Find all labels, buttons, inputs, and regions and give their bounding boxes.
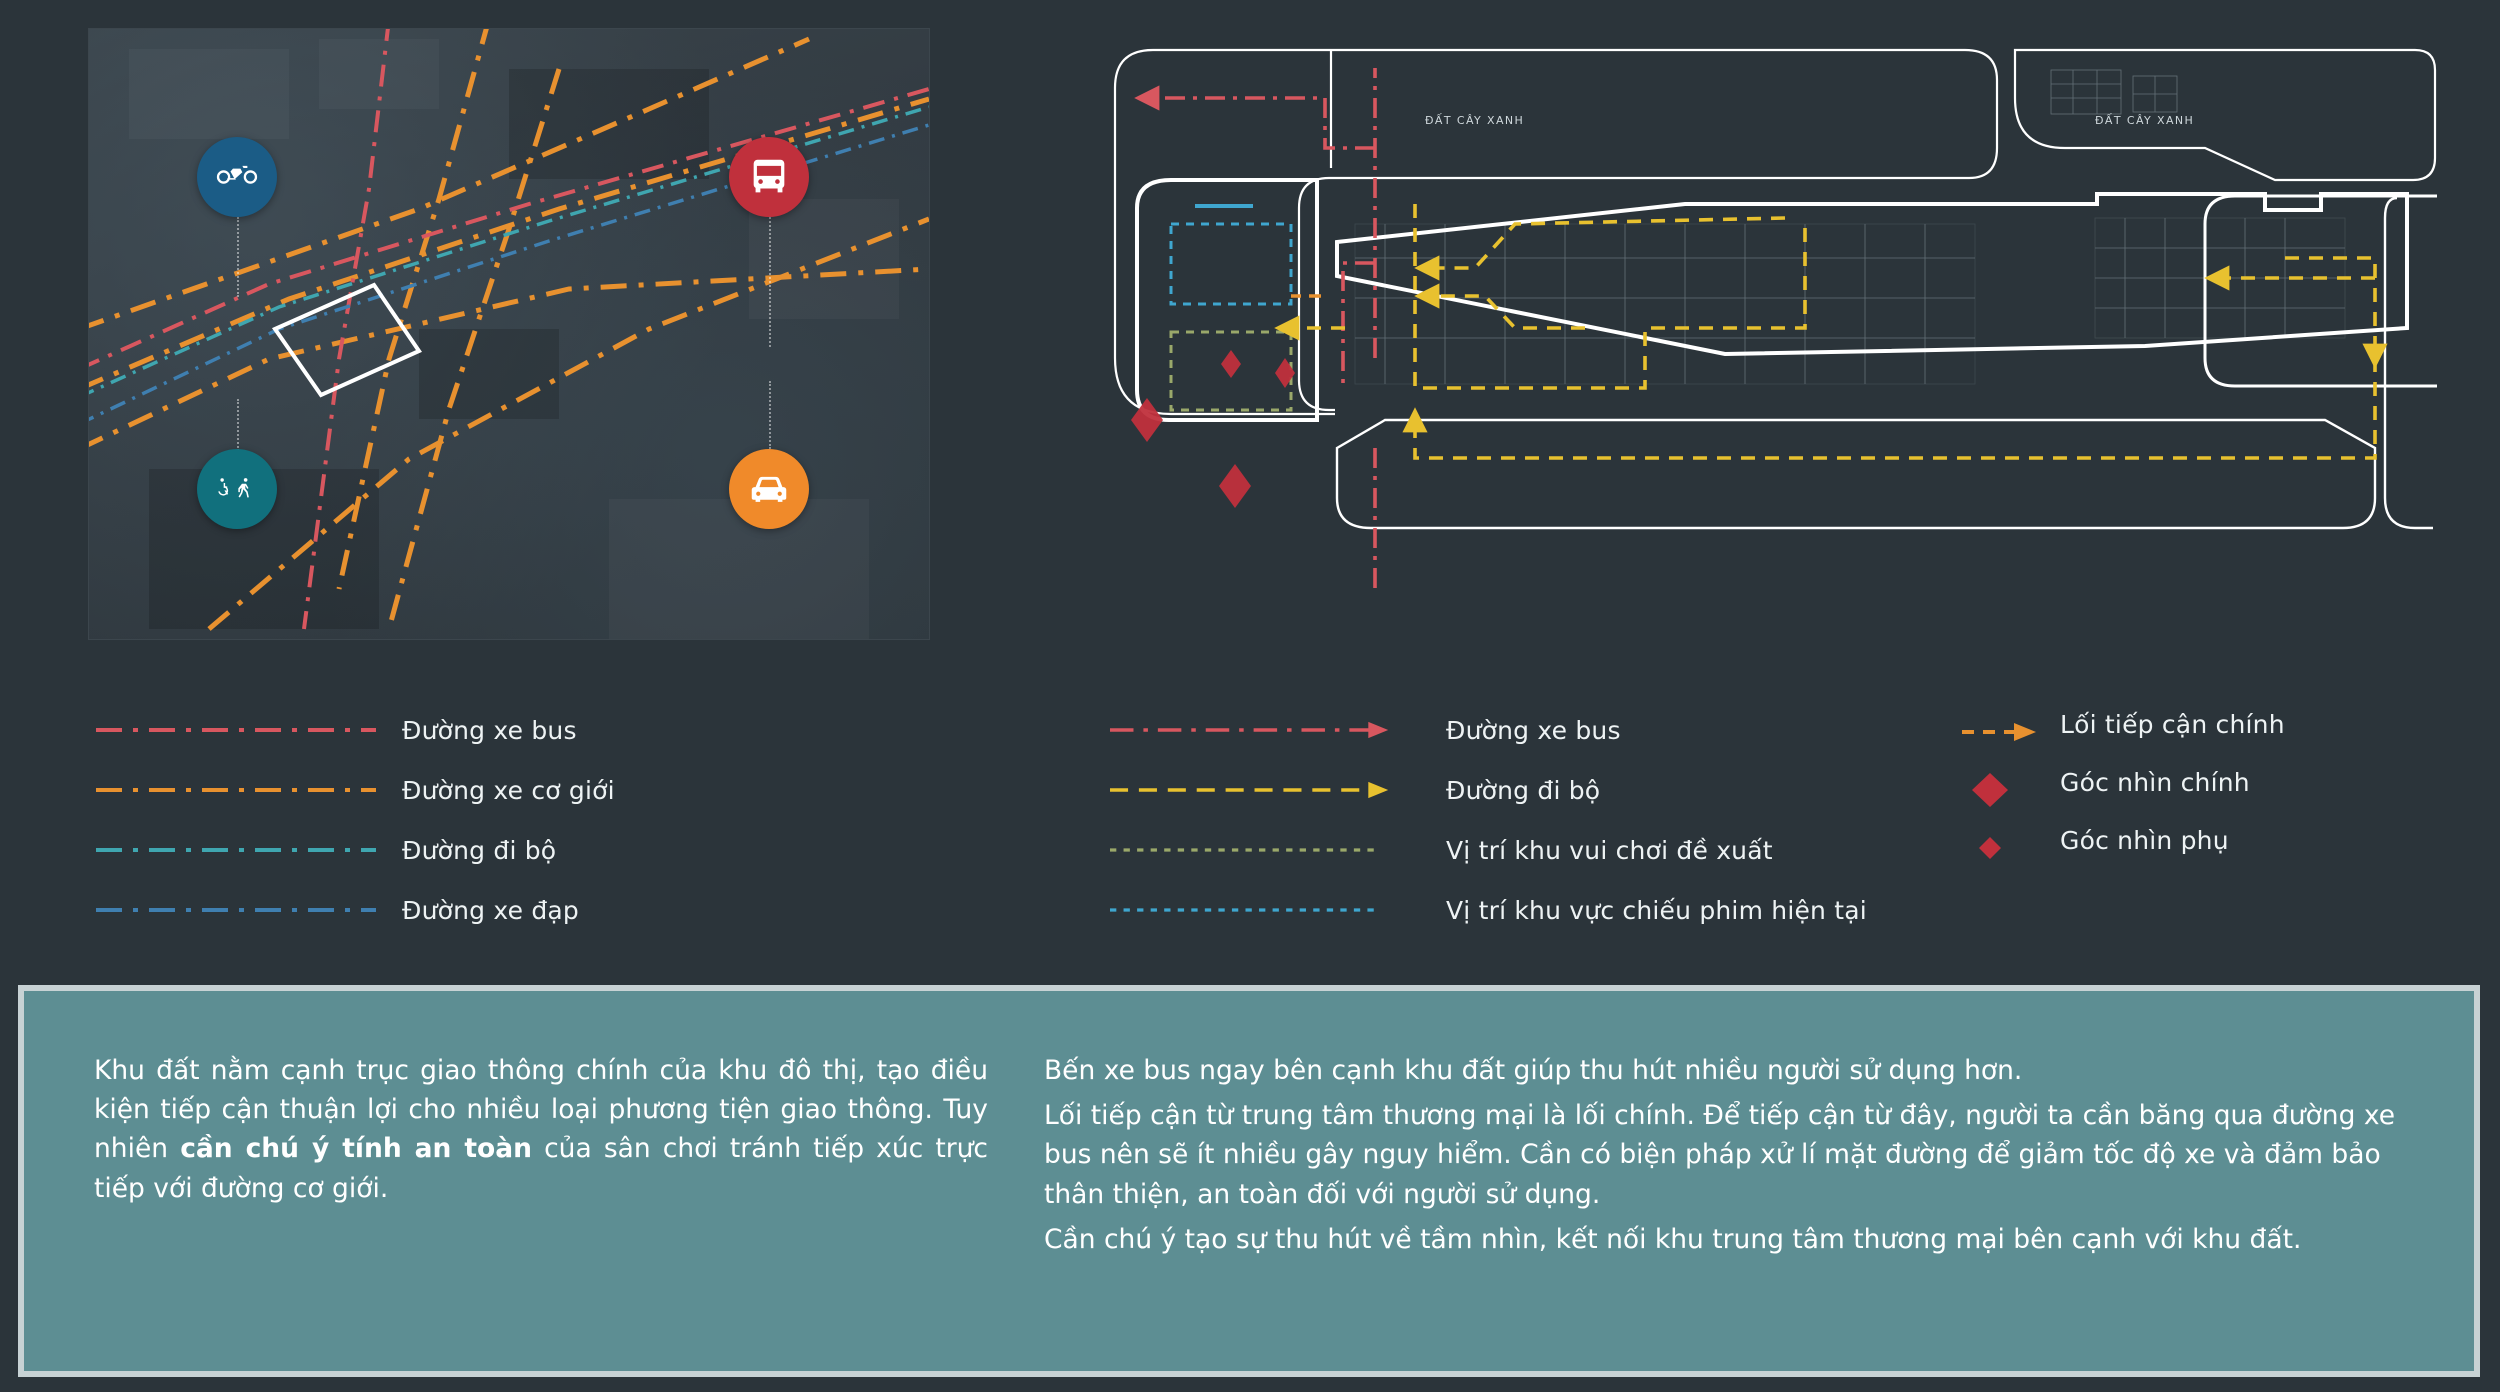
note-paragraph (1044, 1220, 2428, 1259)
legend-swatch-cinema-zone (1110, 899, 1420, 921)
legend-label: Đường xe đạp (402, 895, 579, 925)
note-paragraph (1044, 1096, 2428, 1214)
legend-item (1110, 760, 1867, 820)
legend-swatch-pedestrian-route (96, 839, 376, 861)
legend-label: Đường xe bus (402, 715, 577, 745)
bicycle-icon (197, 137, 277, 217)
legend-item (1960, 753, 2285, 811)
legend-swatch-main-access (1960, 713, 2040, 735)
note-text: Khu đất nằm cạnh trục giao thông chính của khu đô thị, tạo điều kiện tiếp cận thuận lợi cho nhiều loại phương tiện giao thông. Tuy nhiên (94, 1055, 988, 1165)
badge-leader-line (769, 217, 771, 347)
legend-item (1110, 820, 1867, 880)
legend-item (1110, 880, 1867, 940)
legend-item (96, 760, 615, 820)
legend-label: Góc nhìn chính (2060, 767, 2250, 797)
legend-swatch-playground-zone (1110, 839, 1420, 861)
car-icon (729, 449, 809, 529)
note-text: của sân chơi tránh tiếp xúc trực tiếp với đường cơ giới. (94, 1133, 988, 1204)
note-text: Cần chú ý tạo sự thu hút về tầm nhìn, kết nối khu trung tâm thương mại bên cạnh với khu đất. (1044, 1223, 2302, 1255)
cinema-zone (1171, 224, 1291, 304)
legend-item (96, 820, 615, 880)
legend-label: Đường đi bộ (402, 835, 557, 865)
aerial-route-overlay (89, 29, 929, 639)
legend-item (1960, 695, 2285, 753)
legend-swatch-walk-route-arrow (1110, 779, 1420, 801)
site-plan-diagram (1085, 28, 2445, 648)
aerial-context-map (88, 28, 930, 640)
siteplan-label: ĐẤT CÂY XANH (1425, 114, 1525, 127)
legend-label: Đường xe bus (1446, 715, 1621, 745)
legend-label: Vị trí khu vui chơi đề xuất (1446, 835, 1773, 865)
viewpoint-markers (1131, 350, 1295, 508)
note-paragraph (94, 1051, 988, 1208)
legend-label: Vị trí khu vực chiếu phim hiện tại (1446, 895, 1867, 925)
legend-left (96, 700, 615, 940)
legend-swatch-secondary-viewpoint (1960, 829, 2040, 851)
legend-label: Đường đi bộ (1446, 775, 1601, 805)
legend-right (1960, 695, 2285, 869)
note-paragraph (1044, 1051, 2428, 1090)
pedestrian-accessible-icon (197, 449, 277, 529)
notes-column-left (24, 991, 1024, 1371)
note-text: Bến xe bus ngay bên cạnh khu đất giúp thu hút nhiều người sử dụng hơn. (1044, 1055, 2023, 1086)
legend-label: Góc nhìn phụ (2060, 825, 2229, 855)
badge-leader-line (769, 381, 771, 449)
legend-swatch-motor-route (96, 779, 376, 801)
notes-panel (18, 985, 2480, 1377)
legend-label: Đường xe cơ giới (402, 775, 615, 805)
notes-column-right (1024, 991, 2464, 1371)
legend-swatch-bus-route-arrow (1110, 719, 1420, 741)
siteplan-label: ĐẤT CÂY XANH (2095, 114, 2195, 127)
note-text: Lối tiếp cận từ trung tâm thương mại là lối chính. Để tiếp cận từ đây, người ta cần băng qua đường xe bus nên sẽ ít nhiều gây nguy hiểm. Cần có biện pháp xử lí mặt đường để giảm tốc độ xe và đảm bảo thân thiện, an toàn đối với người sử dụng. (1044, 1100, 2396, 1210)
legend-label: Lối tiếp cận chính (2060, 709, 2285, 739)
note-text-bold: cần chú ý tính an toàn (180, 1133, 532, 1165)
legend-item (96, 880, 615, 940)
legend-item (1960, 811, 2285, 869)
badge-leader-line (237, 217, 239, 297)
bus-icon (729, 137, 809, 217)
legend-item (96, 700, 615, 760)
legend-item (1110, 700, 1867, 760)
legend-middle (1110, 700, 1867, 940)
legend-swatch-bus-route (96, 719, 376, 741)
badge-leader-line (237, 399, 239, 451)
legend-swatch-bike-route (96, 899, 376, 921)
legend-swatch-primary-viewpoint (1960, 771, 2040, 793)
